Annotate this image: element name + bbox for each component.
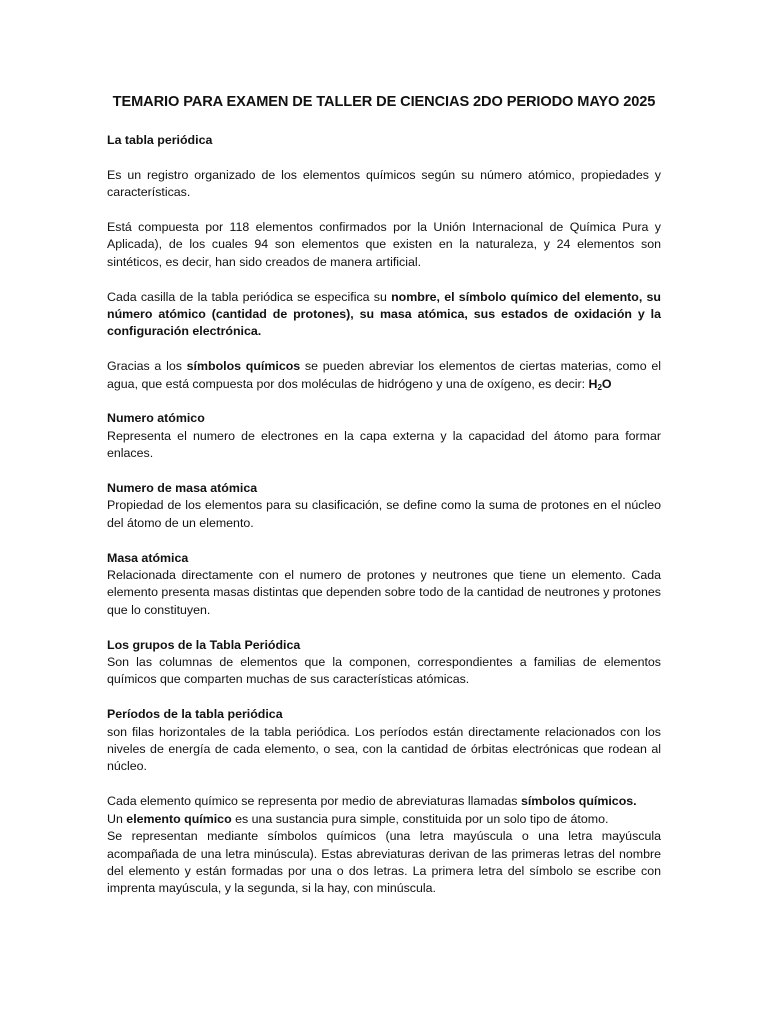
water-formula: $H_2O$ [588, 376, 612, 392]
section-numero-atomico [107, 410, 661, 462]
document-body [107, 92, 661, 915]
paragraph-simbolos-quimicos: Gracias a los símbolos químicos se pueden abreviar los elementos de ciertas materias, como el agua, que está compuesta por dos moléculas de hidrógeno y una de oxígeno, es decir: $H_2O$ [107, 359, 661, 392]
section-heading-masa-atomica: Masa atómica [107, 550, 189, 565]
paragraph-elemento-quimico: Un elemento químico es una sustancia pura simple, constituida por un solo tipo de átomo. [107, 811, 609, 826]
paragraph-definicion-tabla: Es un registro organizado de los elementos químicos según su número atómico, propiedades y características. [107, 167, 661, 200]
section-body-periodos: son filas horizontales de la tabla periódica. Los períodos están directamente relacionados con los niveles de energía de cada elemento, o sea, con la cantidad de órbitas electrónicas que rodean al núcleo. [107, 724, 661, 774]
section-periodos [107, 706, 661, 776]
section-heading-periodos: Períodos de la tabla periódica [107, 707, 283, 722]
section-heading-tabla-periodica: La tabla periódica [107, 133, 213, 147]
section-body-numero-masa: Propiedad de los elementos para su clasificación, se define como la suma de protones en el núcleo del átomo de un elemento. [107, 498, 661, 530]
section-grupos [107, 637, 661, 689]
section-masa-atomica [107, 550, 661, 620]
section-heading-numero-masa: Numero de masa atómica [107, 481, 258, 496]
section-body-masa-atomica: Relacionada directamente con el numero de protones y neutrones que tiene un elemento. Cada elemento presenta masas distintas que dependen sobre todo de la cantidad de neutrones y protones que lo constituyen. [107, 568, 661, 617]
paragraph-casilla-tabla: Cada casilla de la tabla periódica se especifica su nombre, el símbolo químico del elemento, su número atómico (cantidad de protones), su masa atómica, sus estados de oxidación y la configuración electrónica. [107, 289, 661, 339]
section-numero-masa [107, 480, 661, 532]
paragraph-composicion-tabla: Está compuesta por 118 elementos confirmados por la Unión Internacional de Química Pura y Aplicada), de los cuales 94 son elementos que existen en la naturaleza, y 24 elementos son sintéticos, es decir, han sido creados de manera artificial. [107, 220, 661, 269]
paragraph-representacion-simbolos: Se representan mediante símbolos químicos (una letra mayúscula o una letra mayúscula acompañada de una letra minúscula). Estas abreviaturas derivan de las primeras letras del nombre del elemento y están formadas por una o dos letras. La primera letra del símbolo se escribe con imprenta mayúscula, y la segunda, si la hay, con minúscula. [107, 829, 661, 896]
section-heading-grupos: Los grupos de la Tabla Periódica [107, 637, 301, 652]
section-heading-numero-atomico: Numero atómico [107, 411, 205, 426]
section-body-grupos: Son las columnas de elementos que la componen, correspondientes a familias de elementos químicos que comparten muchas de sus características atómicas. [107, 655, 661, 687]
section-body-numero-atomico: Representa el numero de electrones en la capa externa y la capacidad del átomo para formar enlaces. [107, 428, 661, 461]
paragraph-representacion-elementos: Cada elemento químico se representa por medio de abreviaturas llamadas símbolos químicos. [107, 794, 637, 809]
document-title: TEMARIO PARA EXAMEN DE TALLER DE CIENCIAS 2DO PERIODO MAYO 2025 [112, 94, 656, 110]
